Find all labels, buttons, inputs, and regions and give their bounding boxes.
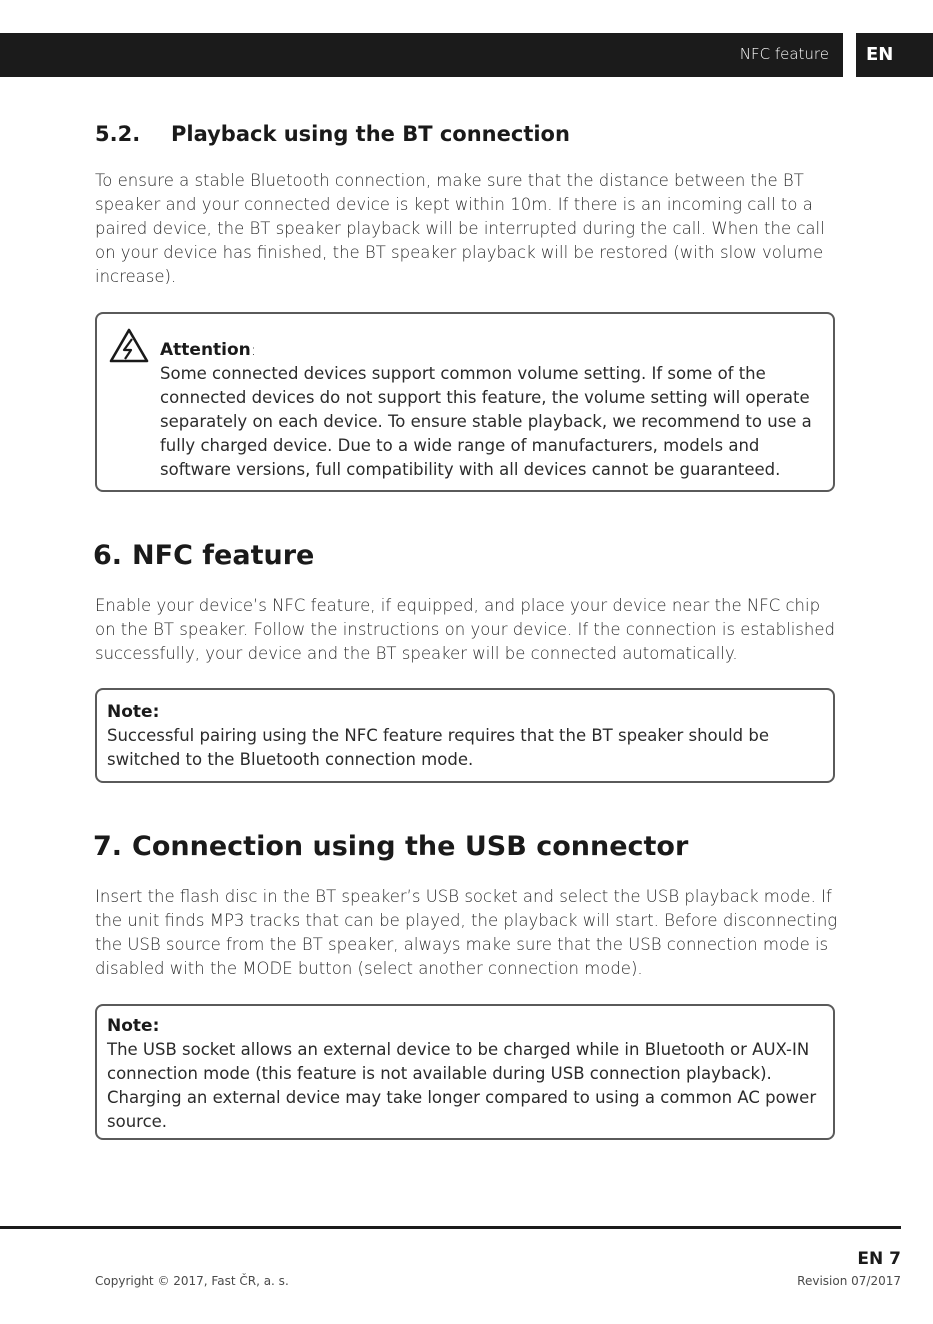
revision: Revision 07/2017 bbox=[797, 1274, 901, 1288]
section-number: 7. bbox=[93, 831, 123, 862]
section-7-heading bbox=[93, 831, 688, 862]
header-bar bbox=[0, 33, 843, 77]
note-label: Note: bbox=[107, 702, 160, 722]
note-box-nfc bbox=[95, 688, 835, 783]
page-number: EN 7 bbox=[857, 1249, 901, 1269]
section-6-heading bbox=[93, 540, 314, 571]
note-text: Successful pairing using the NFC feature requires that the BT speaker should be switched to the Bluetooth connection mode. bbox=[107, 726, 770, 769]
attention-heading bbox=[160, 340, 825, 360]
section-7-body: Insert the flash disc in the BT speaker’s USB socket and select the USB playback mode. If the unit finds MP3 tracks that can be played, the playback will start. Before disconnecting the USB source from the BT speaker, always make sure that the USB connection mode is disabled with the MODE button (select another connection mode). bbox=[95, 887, 838, 978]
attention-box bbox=[95, 312, 835, 492]
section-5-2-heading bbox=[95, 122, 570, 146]
attention-label: Attention bbox=[160, 340, 251, 360]
copyright: Copyright © 2017, Fast ČR, a. s. bbox=[95, 1274, 289, 1288]
note-text: The USB socket allows an external device to be charged while in Bluetooth or AUX-IN connection mode (this feature is not available during USB connection playback). Charging an external device may take longer compared to using a common AC power source. bbox=[107, 1040, 817, 1131]
note-box-usb bbox=[95, 1004, 835, 1140]
attention-colon: : bbox=[250, 340, 257, 359]
section-title: Playback using the BT connection bbox=[171, 122, 570, 146]
section-title: Connection using the USB connector bbox=[132, 831, 689, 862]
header-section-title: NFC feature bbox=[739, 45, 829, 63]
language-label: EN bbox=[866, 44, 894, 65]
section-6-body: Enable your device’s NFC feature, if equipped, and place your device near the NFC chip on the BT speaker. Follow the instructions on your device. If the connection is established successfully, your device and the BT speaker will be connected automatically. bbox=[95, 596, 835, 663]
attention-text: Some connected devices support common volume setting. If some of the connected devices do not support this feature, the volume setting will operate separately on each device. To ensure stable playback, we recommend to use a fully charged device. Due to a wide range of manufacturers, models and software versions, full compatibility with all devices cannot be guaranteed. bbox=[160, 364, 812, 479]
footer-rule bbox=[0, 1226, 901, 1229]
warning-triangle-lightning-icon bbox=[109, 328, 149, 364]
language-tab bbox=[856, 33, 933, 77]
section-number: 6. bbox=[93, 540, 123, 571]
section-5-2-body: To ensure a stable Bluetooth connection, make sure that the distance between the BT speaker and your connected device is kept within 10m. If there is an incoming call to a paired device, the BT speaker playback will be interrupted during the call. When the call on your device has finished, the BT speaker playback will be restored (with slow volume increase). bbox=[95, 171, 825, 286]
section-title: NFC feature bbox=[132, 540, 315, 571]
note-label: Note: bbox=[107, 1016, 160, 1036]
section-number: 5.2. bbox=[95, 122, 141, 146]
